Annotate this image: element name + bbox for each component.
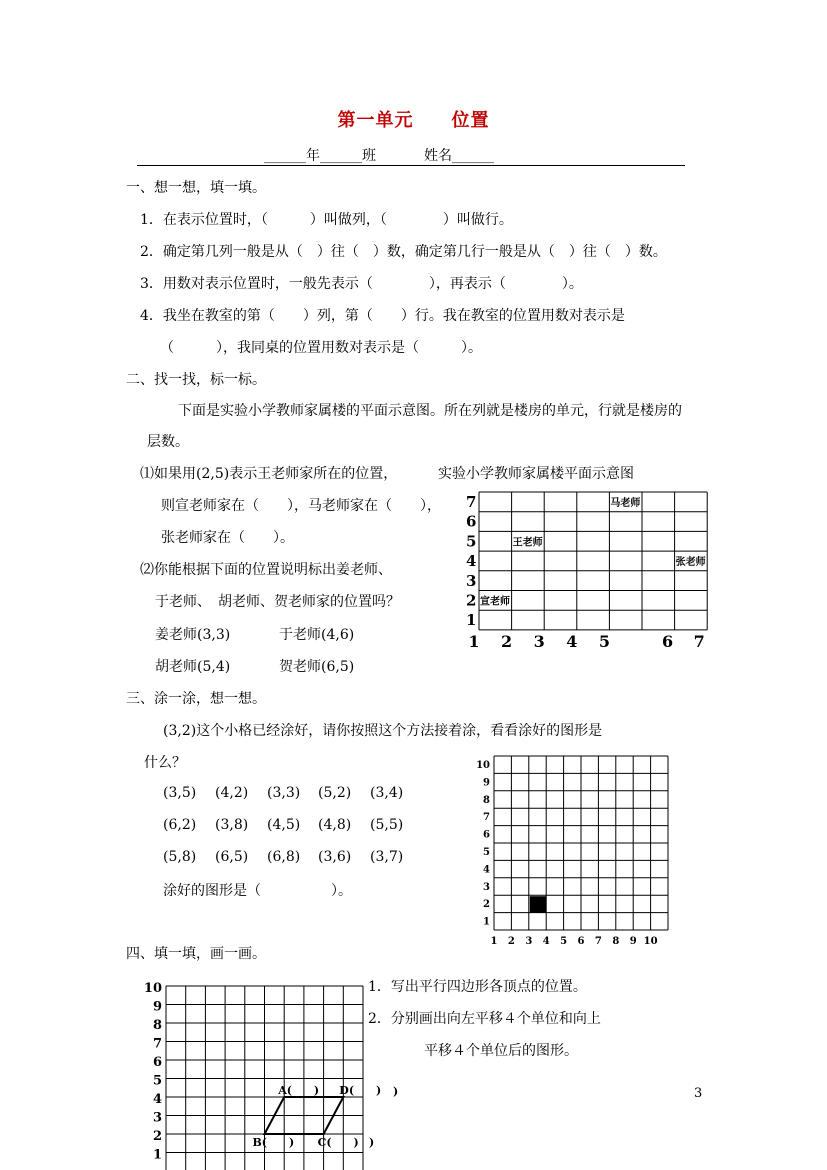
teacher-label: 张老师 [675, 557, 706, 569]
column-label: 1 [468, 631, 480, 651]
section3-heading: 三、涂一涂，想一想。 [126, 691, 266, 707]
section3-answer: 涂好的图形是（ ）。 [163, 883, 352, 899]
row-label: 5 [466, 532, 477, 551]
vertex-c-label: C( ) [317, 1136, 359, 1149]
section3-intro-cont: 什么？ [144, 755, 186, 771]
column-label: 7 [594, 936, 602, 947]
column-label: 4 [542, 936, 550, 947]
coord-item: (5,5) [370, 817, 404, 833]
teacher-label: 王老师 [512, 537, 543, 549]
question-1-3: 3．用数对表示位置时，一般先表示（ ），再表示（ ）。 [140, 276, 583, 292]
position-jiang: 姜老师(3,3) [155, 627, 231, 643]
coord-item: (3,6) [318, 849, 352, 865]
question-1-4: 4．我坐在教室的第（ ）列，第（ ）行。我在教室的位置用数对表示是 [140, 308, 625, 324]
row-label: 1 [466, 611, 477, 630]
translation-grid [140, 976, 400, 1170]
row-label: 2 [152, 1129, 162, 1144]
vertex-b-label: B( ) [252, 1136, 295, 1149]
section2-intro-cont: 层数。 [147, 434, 189, 450]
coloring-grid [470, 754, 675, 950]
row-label: 4 [466, 552, 477, 571]
column-label: 2 [501, 631, 513, 651]
section1-heading: 一、想一想，填一填。 [126, 180, 266, 196]
filled-cell [530, 896, 546, 912]
column-label: 5 [560, 936, 568, 947]
question-1-2: 2．确定第几列一般是从（ ）往（ ）数，确定第几行一般是从（ ）往（ ）数。 [140, 244, 667, 260]
row-label: 1 [152, 1147, 162, 1163]
row-label: 8 [152, 1018, 162, 1033]
section2-intro: 下面是实验小学教师家属楼的平面示意图。所在列就是楼房的单元，行就是楼房的 [178, 403, 682, 419]
page-number: 3 [694, 1086, 703, 1101]
section2-heading: 二、找一找，标一标。 [126, 372, 266, 388]
row-label: 3 [466, 571, 477, 590]
column-label: 5 [598, 631, 610, 651]
teacher-label: 马老师 [610, 498, 641, 509]
grid1-title: 实验小学教师家属楼平面示意图 [438, 466, 634, 482]
position-he: 贺老师(6,5) [279, 659, 355, 675]
row-label: 9 [152, 999, 162, 1015]
question-4-2-cont: 平移４个单位后的图形。 [424, 1043, 578, 1059]
row-label: 7 [152, 1036, 162, 1052]
column-label: 6 [662, 631, 674, 651]
question-2-1: ⑴如果用(2,5)表示王老师家所在的位置， [140, 466, 398, 482]
row-label: 8 [483, 794, 490, 806]
question-4-2: 2．分别画出向左平移４个单位和向上 [368, 1011, 601, 1027]
question-1-4-cont: （ ），我同桌的位置用数对表示是（ ）。 [160, 340, 482, 356]
vertex-c-paren: ) [369, 1136, 375, 1149]
row-label: 3 [483, 881, 490, 893]
row-label: 10 [143, 981, 162, 996]
coord-item: (4,8) [318, 817, 352, 833]
question-4-1: 1．写出平行四边形各顶点的位置。 [368, 979, 587, 995]
row-label: 4 [483, 864, 490, 876]
column-label: 10 [643, 936, 658, 947]
coord-item: (4,2) [215, 785, 249, 801]
row-label: 3 [152, 1110, 162, 1126]
section3-intro: (3,2)这个小格已经涂好，请你按照这个方法接着涂，看看涂好的图形是 [163, 723, 603, 739]
question-2-2: ⑵你能根据下面的位置说明标出姜老师、 [140, 562, 392, 578]
column-label: 6 [577, 936, 585, 947]
question-2-1-line2: 则宣老师家在（ ），马老师家在（ ）， [161, 498, 441, 514]
name-field: 姓名______ [424, 148, 494, 164]
row-label: 6 [483, 829, 490, 841]
row-label: 2 [483, 899, 490, 911]
column-label: 9 [629, 936, 637, 947]
coord-item: (6,2) [163, 817, 197, 833]
row-label: 7 [483, 812, 490, 824]
header-divider [137, 165, 685, 166]
vertex-d-paren: ) [393, 1085, 399, 1098]
vertex-d-label: D( ) [339, 1084, 382, 1097]
coord-item: (5,2) [318, 785, 352, 801]
position-yu: 于老师(4,6) [279, 627, 355, 643]
building-grid [460, 488, 720, 658]
coord-item: (3,3) [267, 785, 301, 801]
row-label: 10 [476, 760, 490, 771]
column-label: 4 [566, 631, 578, 651]
column-label: 2 [507, 936, 515, 947]
row-label: 7 [466, 493, 477, 511]
question-1-1: 1．在表示位置时，（ ）叫做列，（ ）叫做行。 [140, 212, 513, 228]
coord-item: (3,7) [370, 849, 404, 865]
section4-heading: 四、填一填，画一画。 [126, 946, 266, 962]
column-label: 7 [693, 631, 705, 651]
vertex-a-label: A( ) [278, 1084, 320, 1097]
position-hu: 胡老师(5,4) [155, 659, 231, 675]
column-label: 1 [490, 936, 498, 947]
coord-item: (3,4) [370, 785, 404, 801]
row-label: 6 [152, 1055, 162, 1070]
coord-item: (3,8) [215, 817, 249, 833]
coord-item: (6,8) [267, 849, 301, 865]
row-label: 5 [152, 1073, 162, 1089]
row-label: 1 [483, 916, 490, 928]
row-label: 9 [483, 777, 490, 789]
page-title: 第一单元 位置 [337, 110, 490, 131]
row-label: 2 [466, 591, 477, 610]
column-label: 8 [612, 936, 620, 947]
column-label: 3 [533, 631, 545, 651]
question-2-1-line3: 张老师家在（ ）。 [161, 530, 294, 546]
class-field: ______年______班 [264, 148, 376, 164]
question-2-2-line2: 于老师、 胡老师、贺老师家的位置吗？ [155, 594, 400, 610]
teacher-label: 宣老师 [480, 596, 510, 608]
row-label: 6 [466, 512, 477, 531]
coord-item: (6,5) [215, 849, 249, 865]
coord-item: (4,5) [267, 817, 301, 833]
row-label: 5 [483, 847, 490, 858]
coord-item: (5,8) [163, 849, 197, 865]
row-label: 4 [152, 1092, 162, 1107]
coord-item: (3,5) [163, 785, 197, 801]
column-label: 3 [525, 936, 533, 947]
